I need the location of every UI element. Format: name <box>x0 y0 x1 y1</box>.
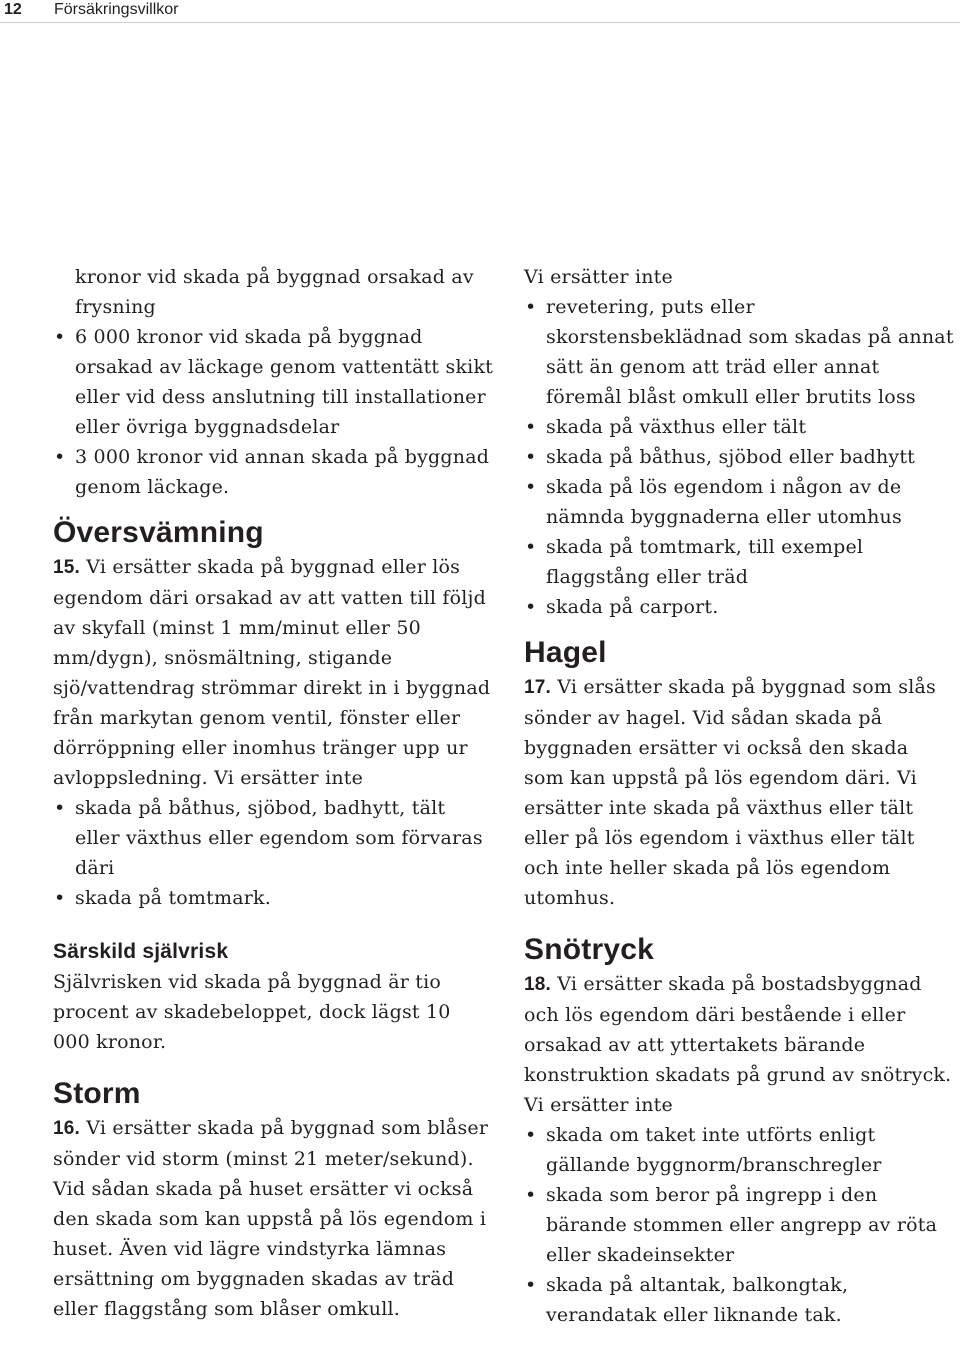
list-item: • skada på lös egendom i någon av de nämnda byggnaderna eller utomhus <box>524 472 954 532</box>
intro-bullet-list <box>53 322 493 502</box>
snow-exclusion-intro: Vi ersätter inte <box>524 1094 673 1116</box>
list-item: • skada på båthus, sjöbod eller badhytt <box>524 442 954 472</box>
running-title: Försäkringsvillkor <box>54 1 179 18</box>
snow-exclusion-list <box>524 1120 954 1330</box>
page-number: 12 <box>4 1 22 18</box>
section-heading-hail: Hagel <box>524 636 607 669</box>
list-item: • 6 000 kronor vid skada på byggnad orsakad av läckage genom vattentätt skikt eller vid dess anslutning till installationer eller övriga byggnadsdelar <box>53 322 493 442</box>
page-header <box>0 0 960 23</box>
section-heading-flood: Översvämning <box>53 516 264 549</box>
list-item: • skada som beror på ingrepp i den bärande stommen eller angrepp av röta eller skadeinsekter <box>524 1180 954 1270</box>
exclusion-intro: Vi ersätter inte <box>524 266 673 288</box>
clause-text: Vi ersätter skada på byggnad som blåser sönder vid storm (minst 21 meter/sekund). Vid sådan skada på huset ersätter vi också den skada som kan uppstå på lös egendom i huset. Även vid lägre vindstyrka lämnas ersättning om byggnaden skadas av träd eller flaggstång som blåser omkull. <box>53 1117 489 1320</box>
section-heading-storm: Storm <box>53 1077 141 1110</box>
right-column <box>524 262 954 1330</box>
list-item: • skada på båthus, sjöbod, badhytt, tält eller växthus eller egendom som förvaras däri <box>53 793 493 883</box>
clause-18 <box>524 969 954 1090</box>
list-item: • skada på tomtmark. <box>53 883 493 913</box>
clause-number: 16. <box>53 1118 81 1139</box>
storm-exclusion-list <box>524 292 954 622</box>
clause-15 <box>53 552 493 793</box>
list-item: • skada på carport. <box>524 592 954 622</box>
clause-number: 15. <box>53 557 81 578</box>
clause-text: Vi ersätter skada på bostadsbyggnad och lös egendom däri bestående i eller orsakad av att yttertakets bärande konstruktion skadats på grund av snötryck. <box>524 973 952 1086</box>
left-column <box>53 262 493 1324</box>
list-item: • skada på altantak, balkongtak, verandatak eller liknande tak. <box>524 1270 954 1330</box>
list-item: • skada på växthus eller tält <box>524 412 954 442</box>
intro-continuation: kronor vid skada på byggnad orsakad av frysning <box>75 266 474 318</box>
section-heading-snow: Snötryck <box>524 933 654 966</box>
clause-text: Vi ersätter skada på byggnad som slås sönder av hagel. Vid sådan skada på byggnaden ersätter vi också den skada som kan uppstå på lös egendom däri. Vi ersätter inte skada på växthus eller tält eller på lös egendom i växthus eller tält och inte heller skada på lös egendom utomhus. <box>524 676 937 909</box>
clause-number: 17. <box>524 677 552 698</box>
flood-exclusion-list <box>53 793 493 913</box>
clause-text: Vi ersätter skada på byggnad eller lös egendom däri orsakad av att vatten till följd av skyfall (minst 1 mm/minut eller 50 mm/dygn), snösmältning, stigande sjö/vattendrag strömmar direkt in i byggnad från markytan genom ventil, fönster eller dörröppning eller inomhus tränger upp ur avloppsledning. Vi ersätter inte <box>53 556 491 789</box>
list-item: • 3 000 kronor vid annan skada på byggnad genom läckage. <box>53 442 493 502</box>
clause-16 <box>53 1113 493 1324</box>
list-item: • revetering, puts eller skorstensbeklädnad som skadas på annat sätt än genom att träd eller annat föremål blåst omkull eller brutits loss <box>524 292 954 412</box>
deductible-text: Självrisken vid skada på byggnad är tio procent av skadebeloppet, dock lägst 10 000 kronor. <box>53 971 451 1053</box>
subheading-deductible: Särskild självrisk <box>53 940 229 963</box>
list-item: • skada på tomtmark, till exempel flaggstång eller träd <box>524 532 954 592</box>
list-item: • skada om taket inte utförts enligt gällande byggnorm/branschregler <box>524 1120 954 1180</box>
clause-17 <box>524 672 954 913</box>
clause-number: 18. <box>524 974 552 995</box>
